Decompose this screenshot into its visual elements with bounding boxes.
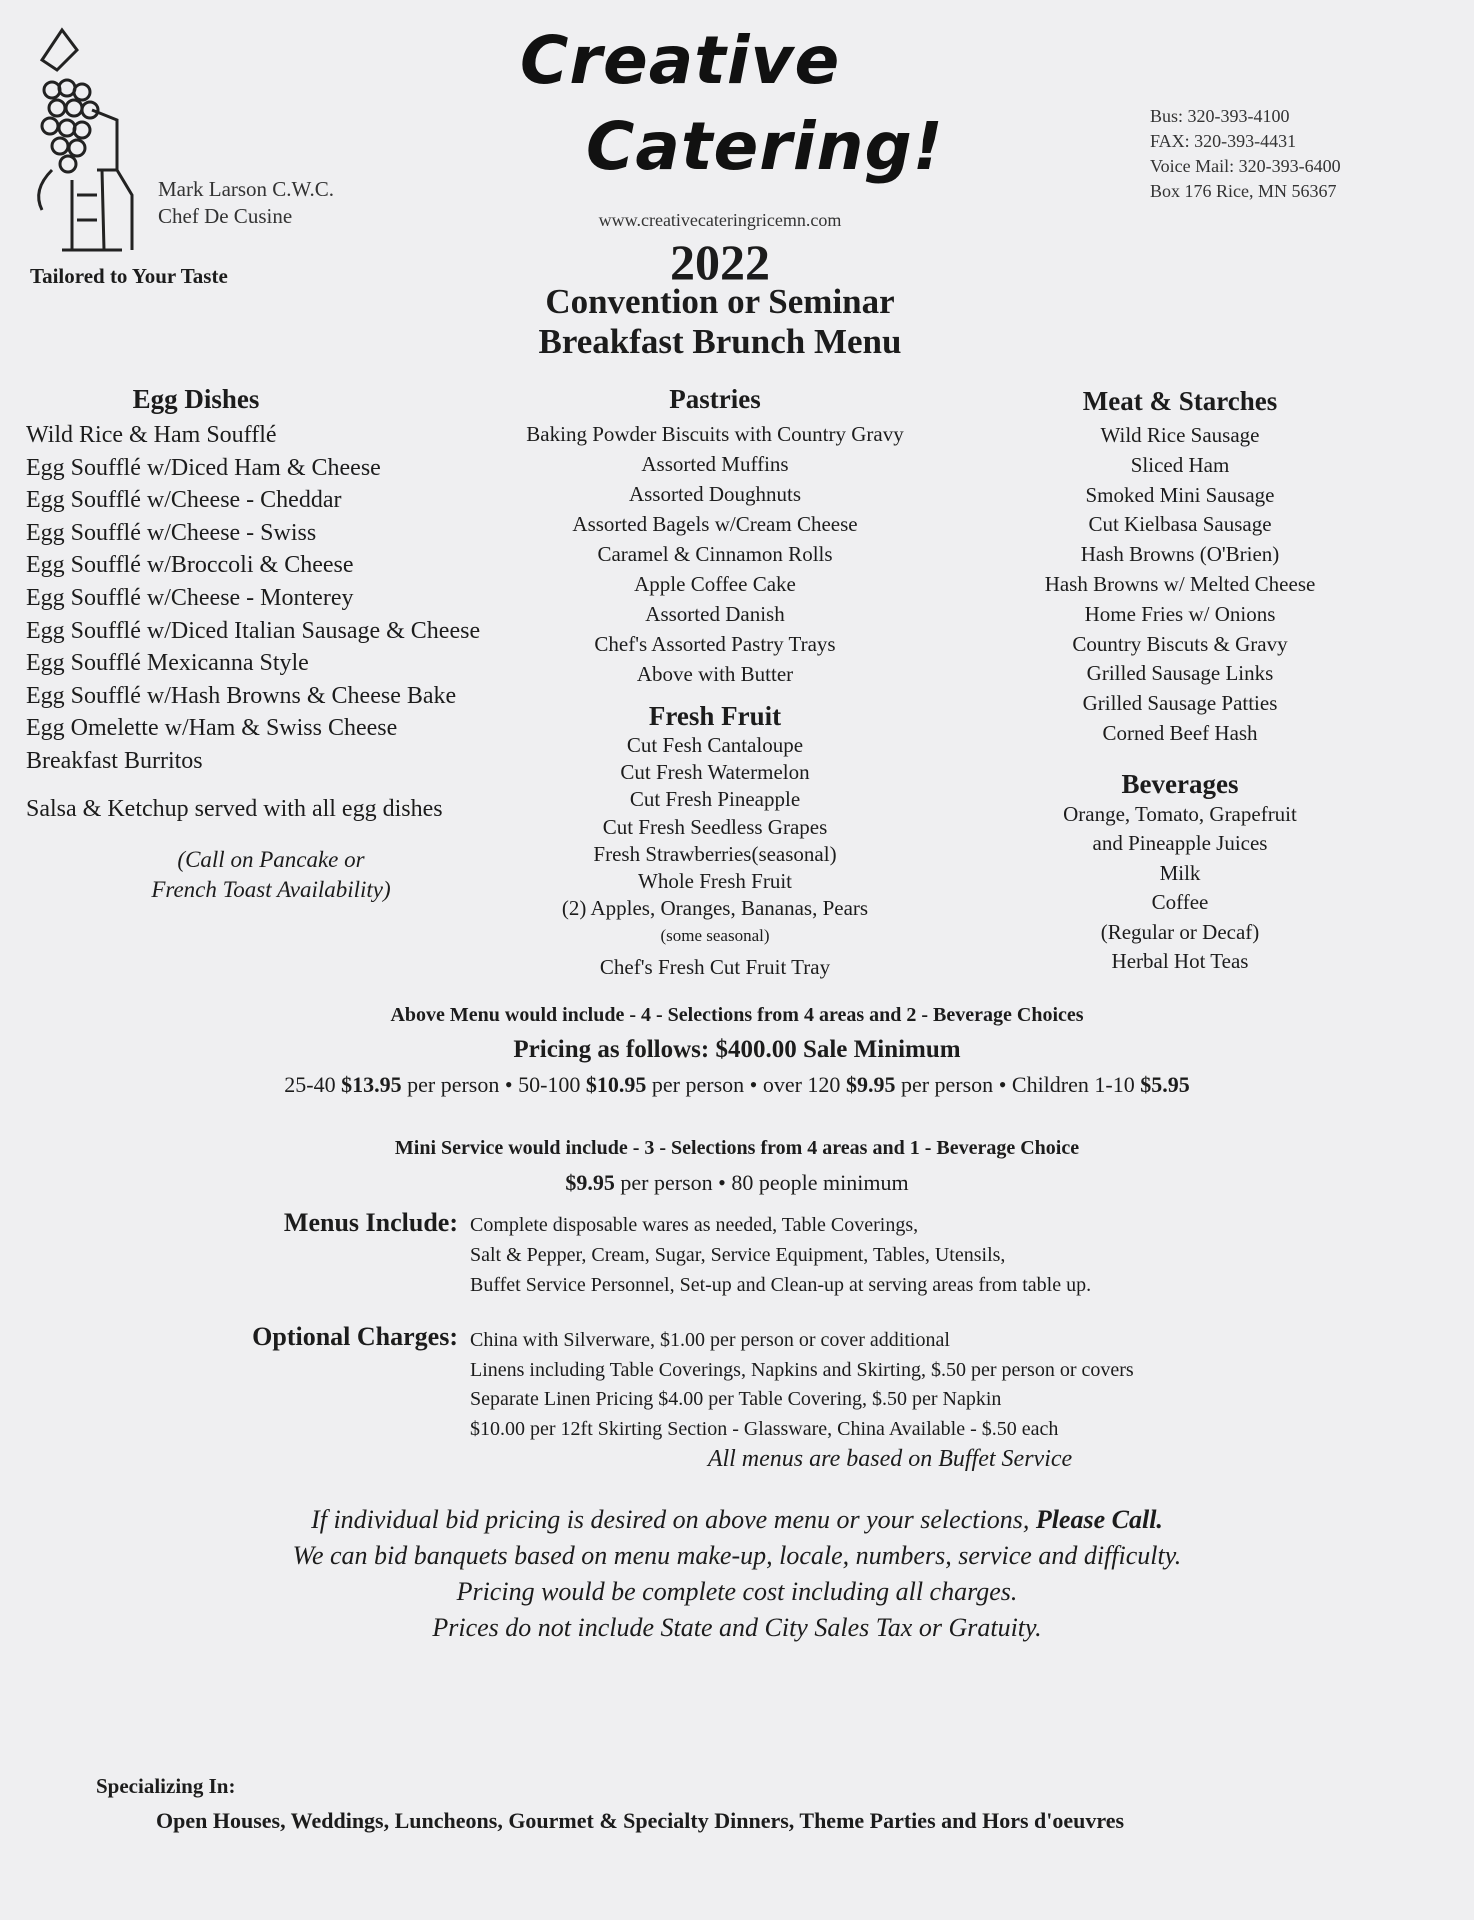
buffet-note: All menus are based on Buffet Service [707, 1446, 1073, 1472]
contact-address: Box 176 Rice, MN 56367 [1150, 181, 1337, 201]
list-item: Smoked Mini Sausage [1085, 482, 1275, 507]
tier-range: 50-100 [518, 1072, 586, 1097]
tier-price: $13.95 [341, 1072, 402, 1097]
bid-line-4: Prices do not include State and City Sales Tax or Gratuity. [432, 1613, 1042, 1642]
list-item: and Pineapple Juices [1092, 831, 1268, 856]
meat-beverages-section [1010, 386, 1350, 977]
contact-fax: FAX: 320-393-4431 [1150, 131, 1297, 151]
specializing-heading: Specializing In: [96, 1774, 236, 1798]
list-item: Fresh Strawberries(seasonal) [593, 841, 837, 866]
list-item: Above with Butter [636, 662, 794, 686]
list-item: Orange, Tomato, Grapefruit [1063, 801, 1297, 826]
tagline: Tailored to Your Taste [30, 264, 228, 288]
contact-info [1150, 104, 1341, 204]
mini-rest: per person • 80 people minimum [614, 1170, 909, 1195]
list-item: Chef's Fresh Cut Fruit Tray [599, 954, 831, 979]
chef-title: Chef De Cusine [158, 204, 293, 228]
list-item: Assorted Muffins [641, 452, 789, 476]
separator: • [993, 1072, 1012, 1097]
tier-unit: per person [646, 1072, 745, 1097]
fresh-fruit-list [480, 732, 950, 981]
list-item: Cut Fresh Pineapple [629, 787, 801, 812]
list-item: Egg Soufflé Mexicanna Style [26, 650, 309, 677]
optional-charges-line: China with Silverware, $1.00 per person or cover additional [470, 1329, 950, 1351]
list-item: (Regular or Decaf) [1100, 919, 1260, 944]
mini-service-rate [0, 1170, 1474, 1196]
bid-line-1 [0, 1502, 1474, 1538]
menu-title-line-2: Breakfast Brunch Menu [538, 322, 902, 361]
menu-title-line-1: Convention or Seminar [545, 282, 895, 321]
list-item: Corned Beef Hash [1102, 720, 1258, 745]
list-item: Cut Fesh Cantaloupe [626, 733, 804, 757]
beverages-list [1010, 800, 1350, 977]
egg-dishes-heading: Egg Dishes [132, 384, 260, 414]
specializing-text: Open Houses, Weddings, Luncheons, Gourmet & Specialty Dinners, Theme Parties and Hors d'oeuvres [156, 1808, 1125, 1833]
list-item: Sliced Ham [1130, 452, 1230, 477]
separator: • [499, 1072, 519, 1097]
pricing-tiers [0, 1072, 1474, 1098]
list-item: Cut Kielbasa Sausage [1088, 512, 1272, 537]
tier-unit: per person [401, 1072, 500, 1097]
separator: • [744, 1072, 763, 1097]
tier-range: over 120 [762, 1072, 846, 1097]
menus-include-line: Salt & Pepper, Cream, Sugar, Service Equipment, Tables, Utensils, [470, 1244, 1006, 1266]
list-item: Egg Soufflé w/Cheese - Cheddar [26, 487, 342, 514]
call-line-1: (Call on Pancake or [177, 846, 365, 872]
contact-voicemail: Voice Mail: 320-393-6400 [1150, 156, 1341, 176]
fresh-fruit-heading: Fresh Fruit [648, 701, 782, 731]
pricing-headline: Pricing as follows: $400.00 Sale Minimum [513, 1036, 961, 1063]
optional-charges-label: Optional Charges: [252, 1322, 458, 1351]
chef-logo-icon [22, 20, 142, 260]
list-item: Cut Fresh Watermelon [620, 760, 810, 785]
tier-range: 25-40 [284, 1072, 342, 1097]
list-item: Hash Browns (O'Brien) [1080, 542, 1280, 567]
tier-price: $9.95 [845, 1072, 896, 1097]
pastries-list [480, 419, 950, 689]
list-item: Coffee [1151, 890, 1209, 915]
brand-line-1: Creative [520, 22, 841, 99]
list-item: Egg Soufflé w/Hash Browns & Cheese Bake [26, 682, 457, 709]
optional-charges-line: Separate Linen Pricing $4.00 per Table Covering, $.50 per Napkin [470, 1388, 1002, 1411]
mini-price: $9.95 [565, 1170, 615, 1195]
chef-info [158, 176, 334, 230]
pastries-heading: Pastries [669, 384, 761, 414]
list-item: (2) Apples, Oranges, Bananas, Pears [561, 896, 869, 921]
pastries-fruit-section [480, 384, 950, 981]
brand-logo-text [500, 18, 960, 190]
seasonal-note: (some seasonal) [660, 926, 770, 946]
bid-line-1-text: If individual bid pricing is desired on above menu or your selections, [311, 1505, 1036, 1534]
bid-line-2: We can bid banquets based on menu make-up, locale, numbers, service and difficulty. [292, 1541, 1182, 1570]
menus-include-text [470, 1210, 1370, 1300]
menu-year: 2022 [670, 234, 770, 290]
list-item: Chef's Assorted Pastry Trays [594, 632, 836, 656]
list-item: Hash Browns w/ Melted Cheese [1044, 571, 1316, 596]
list-item: Egg Soufflé w/Diced Ham & Cheese [26, 454, 381, 481]
tier-range: Children 1-10 [1011, 1072, 1141, 1097]
list-item: Herbal Hot Teas [1111, 949, 1249, 974]
menu-include-line: Above Menu would include - 4 - Selections from 4 areas and 2 - Beverage Choices [390, 1004, 1084, 1026]
please-call: Please Call. [1035, 1505, 1163, 1534]
list-item: Egg Soufflé w/Diced Italian Sausage & Cheese [26, 617, 481, 644]
menus-include-line: Buffet Service Personnel, Set-up and Clean-up at serving areas from table up. [470, 1274, 1092, 1296]
beverages-heading: Beverages [1121, 768, 1239, 799]
list-item: Egg Soufflé w/Broccoli & Cheese [26, 552, 354, 579]
list-item: Baking Powder Biscuits with Country Gravy [526, 422, 904, 446]
list-item: Cut Fresh Seedless Grapes [602, 814, 828, 839]
contact-bus: Bus: 320-393-4100 [1150, 106, 1290, 126]
list-item: Home Fries w/ Onions [1084, 601, 1276, 626]
chef-name: Mark Larson C.W.C. [158, 177, 334, 201]
list-item: Egg Omelette w/Ham & Swiss Cheese [26, 715, 398, 742]
optional-charges-line: $10.00 per 12ft Skirting Section - Glassware, China Available - $.50 each [470, 1417, 1059, 1440]
list-item: Milk [1159, 860, 1201, 885]
list-item: Egg Soufflé w/Cheese - Swiss [26, 519, 317, 546]
menu-title [440, 282, 1000, 362]
list-item: Whole Fresh Fruit [638, 869, 792, 894]
list-item: Wild Rice & Ham Soufflé [26, 422, 277, 448]
call-line-2: French Toast Availability) [151, 876, 391, 902]
list-item: Apple Coffee Cake [634, 572, 796, 596]
list-item: Grilled Sausage Patties [1082, 691, 1278, 716]
list-item: Country Biscuts & Gravy [1072, 631, 1288, 656]
mini-service-line: Mini Service would include - 3 - Selections from 4 areas and 1 - Beverage Choice [394, 1137, 1080, 1159]
optional-charges-line: Linens including Table Coverings, Napkins and Skirting, $.50 per person or covers [470, 1358, 1134, 1381]
list-item: Breakfast Burritos [26, 747, 203, 774]
meat-starches-heading: Meat & Starches [1082, 386, 1278, 416]
optional-charges-text [470, 1326, 1390, 1444]
list-item: Grilled Sausage Links [1086, 661, 1274, 686]
egg-dishes-list [26, 419, 546, 778]
bid-line-3: Pricing would be complete cost including all charges. [456, 1577, 1018, 1606]
list-item: Assorted Danish [645, 602, 785, 626]
brand-line-2: Catering! [586, 108, 944, 185]
website-link[interactable]: www.creativecateringricemn.com [598, 210, 842, 230]
pancake-availability-note [26, 845, 516, 905]
list-item: Assorted Doughnuts [628, 482, 802, 506]
egg-dishes-note: Salsa & Ketchup served with all egg dishes [26, 795, 443, 822]
list-item: Wild Rice Sausage [1100, 423, 1260, 447]
tier-price: $5.95 [1140, 1072, 1190, 1097]
tier-unit: per person [895, 1072, 994, 1097]
egg-dishes-section [26, 384, 546, 905]
menus-include-label: Menus Include: [283, 1208, 458, 1237]
tier-price: $10.95 [585, 1072, 647, 1097]
list-item: Assorted Bagels w/Cream Cheese [572, 512, 858, 536]
list-item: Egg Soufflé w/Cheese - Monterey [26, 584, 354, 611]
meat-starches-list [1010, 421, 1350, 749]
list-item: Caramel & Cinnamon Rolls [597, 542, 833, 566]
bid-notes [0, 1502, 1474, 1646]
menus-include-line: Complete disposable wares as needed, Table Coverings, [470, 1214, 919, 1236]
